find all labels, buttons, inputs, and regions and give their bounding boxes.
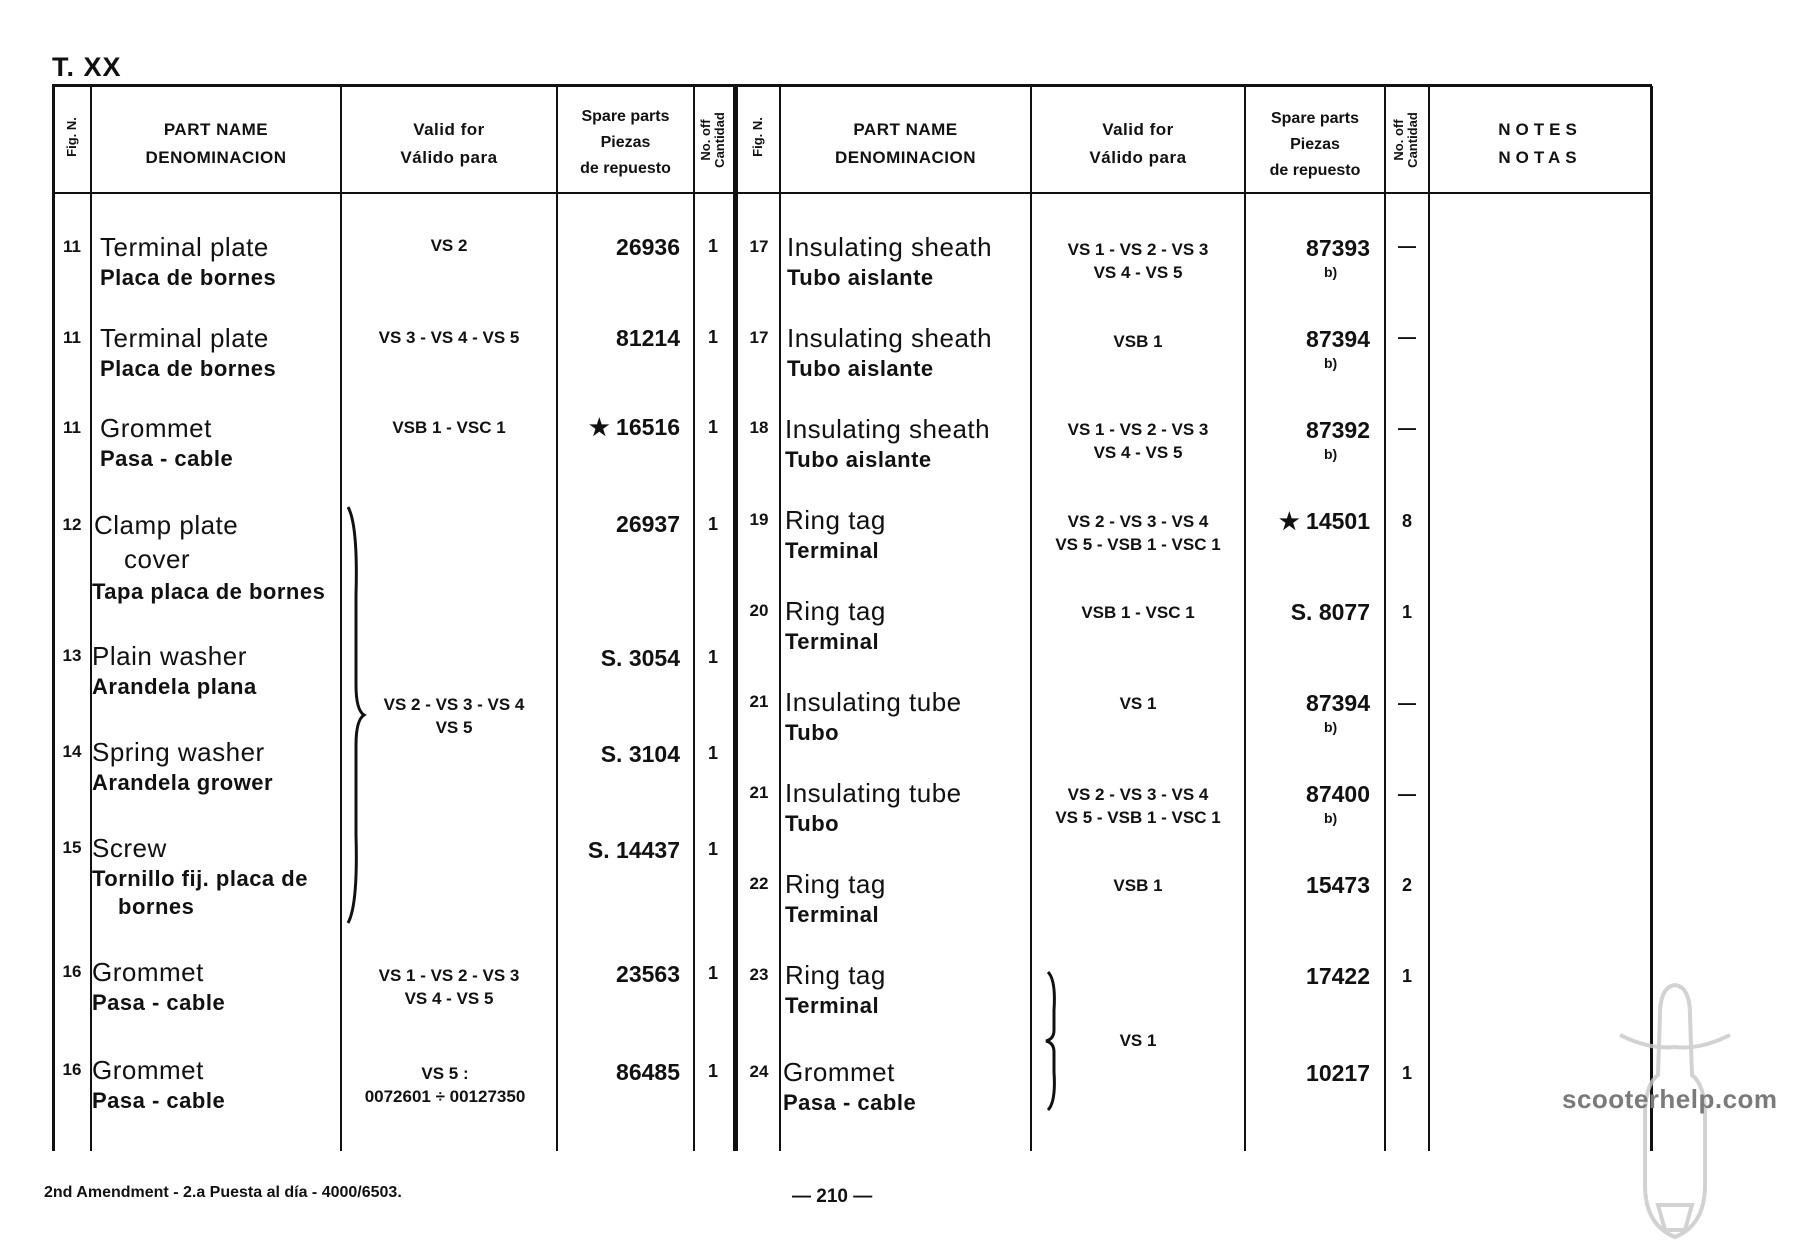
part-name: Spring washer [92,737,265,767]
part-name-es: Tubo aislante [787,265,934,290]
valid-for: VSB 1 - VSC 1 [392,418,506,437]
spare-part-code: 87400 [1306,781,1370,807]
part-name-es: Arandela grower [92,770,274,795]
quantity: 1 [1401,602,1412,622]
spare-part-code: ★ 14501 [1279,508,1370,534]
quantity: 1 [1401,1063,1412,1083]
part-name-es-cont: bornes [118,894,195,919]
spare-part-code: ★ 16516 [589,414,680,440]
spare-part-code: 26936 [616,234,680,260]
part-name: Insulating tube [785,778,962,808]
valid-for: VS 5 : 0072601 ÷ 00127350 [364,1064,526,1106]
spare-part-code: 87394 [1306,326,1370,352]
spare-part-code: 15473 [1306,872,1370,898]
fig-number: 16 [62,962,82,981]
header-spare-parts-right: Spare parts Piezas de repuesto [1269,110,1361,179]
part-name: Grommet [783,1057,895,1087]
part-name-es: Terminal [785,902,880,927]
header-bottom-rule [52,192,1652,194]
quantity: 1 [707,743,718,763]
part-name: Ring tag [785,505,886,535]
valid-for: VS 1 - VS 2 - VS 3 VS 4 - VS 5 [1067,420,1209,462]
header-notes: NOTES NOTAS [1498,120,1582,167]
valid-for: VS 3 - VS 4 - VS 5 [378,328,520,347]
spare-part-code: S. 3104 [600,741,680,767]
spare-part-code: 86485 [616,1059,680,1085]
part-name: Insulating sheath [787,323,993,353]
header-valid-for-right: Valid for Válido para [1089,120,1187,167]
valid-for: VS 2 [430,236,468,255]
part-name-es: Terminal [785,993,880,1018]
code-note: b) [1324,719,1338,735]
fig-number: 11 [63,418,81,437]
part-name: Plain washer [92,641,247,671]
part-name-es: Tornillo fij. placa de [92,866,308,891]
valid-for: VSB 1 [1113,332,1163,351]
fig-number: 22 [749,874,769,893]
spare-part-code: 23563 [616,961,680,987]
part-name: Insulating tube [785,687,962,717]
quantity: 1 [707,327,718,347]
fig-number: 18 [749,418,769,437]
part-name-es: Pasa - cable [92,990,226,1015]
quantity: 1 [707,514,718,534]
fig-number: 11 [63,237,81,256]
code-note: b) [1324,446,1338,462]
fig-number: 23 [749,965,769,984]
fig-number: 20 [749,601,769,620]
header-valid-for: Valid for Válido para [400,120,498,167]
fig-number: 15 [62,838,82,857]
fig-number: 11 [63,328,81,347]
part-name: Screw [92,833,167,863]
quantity: — [1398,418,1416,438]
part-name-es: Placa de bornes [100,265,277,290]
valid-for: VSB 1 - VSC 1 [1081,603,1195,622]
valid-for: VS 1 - VS 2 - VS 3 VS 4 - VS 5 [1067,240,1209,282]
part-name: Grommet [100,413,212,443]
fig-number: 19 [749,510,769,529]
spare-part-code: 81214 [616,325,680,351]
part-name-es: Arandela plana [92,674,257,699]
spare-part-code: S. 14437 [587,837,680,863]
fig-number: 14 [62,742,82,761]
spare-part-code: 17422 [1306,963,1370,989]
fig-number: 17 [749,328,769,347]
valid-for: VS 2 - VS 3 - VS 4 VS 5 - VSB 1 - VSC 1 [1055,785,1221,827]
part-name: Insulating sheath [785,414,991,444]
quantity: — [1398,327,1416,347]
part-name-es: Placa de bornes [100,356,277,381]
quantity: 1 [707,839,718,859]
part-name: Ring tag [785,869,886,899]
quantity: — [1398,784,1416,804]
part-name-es: Terminal [785,538,880,563]
part-name: Ring tag [785,596,886,626]
spare-part-code: 26937 [616,511,680,537]
part-name-es: Pasa - cable [783,1090,917,1115]
part-name: Grommet [92,1055,204,1085]
header-part-name: PART NAME DENOMINACION [145,120,287,167]
part-name-es: Pasa - cable [92,1088,226,1113]
part-name-es: Tubo [785,720,840,745]
part-name: Terminal plate [100,323,269,353]
code-note: b) [1324,355,1338,371]
part-name-cont: cover [124,544,191,574]
part-name-es: Pasa - cable [100,446,234,471]
code-note: b) [1324,810,1338,826]
spare-part-code: 10217 [1306,1060,1370,1086]
quantity: — [1398,236,1416,256]
part-name: Ring tag [785,960,886,990]
spare-part-code: 87393 [1306,235,1370,261]
part-name-es: Tubo [785,811,840,836]
table-top-rule [52,84,1652,87]
quantity: 8 [1401,511,1412,531]
footer-amendment: 2nd Amendment - 2.a Puesta al día - 4000/6503. [44,1184,402,1201]
part-name-es: Terminal [785,629,880,654]
part-name: Clamp plate [94,510,239,540]
spare-part-code: 87394 [1306,690,1370,716]
quantity: 1 [707,1061,718,1081]
center-divider [733,86,738,1151]
valid-for: VS 1 [1119,694,1157,713]
spare-part-code: 87392 [1306,417,1370,443]
header-no-off-right: No. off Cantidad [1391,112,1420,168]
fig-number: 21 [749,692,769,711]
code-note: b) [1324,264,1338,280]
quantity: 1 [707,647,718,667]
quantity: 1 [707,236,718,256]
fig-number: 17 [749,237,769,256]
header-fig-n-right: Fig. N. [750,117,765,157]
header-no-off: No. off Cantidad [698,112,727,168]
part-name: Insulating sheath [787,232,993,262]
quantity: 1 [707,963,718,983]
part-name-es: Tapa placa de bornes [92,579,326,604]
valid-for: VSB 1 [1113,876,1163,895]
quantity: 2 [1401,875,1412,895]
part-name: Grommet [92,957,204,987]
quantity: — [1398,693,1416,713]
valid-for: VS 2 - VS 3 - VS 4 VS 5 - VSB 1 - VSC 1 [1055,512,1221,554]
header-fig-n: Fig. N. [64,117,79,157]
fig-number: 16 [62,1060,82,1079]
fig-number: 12 [62,515,82,534]
valid-for: VS 1 - VS 2 - VS 3 VS 4 - VS 5 [378,966,520,1008]
group-valid-for: VS 1 [1119,1031,1157,1050]
part-name-es: Tubo aislante [787,356,934,381]
header-spare-parts: Spare parts Piezas de repuesto [580,108,671,177]
spare-part-code: S. 8077 [1290,599,1370,625]
fig-number: 13 [62,646,82,665]
page-number: — 210 — [792,1186,873,1207]
fig-number: 21 [749,783,769,802]
part-name-es: Tubo aislante [785,447,932,472]
group-valid-for: VS 2 - VS 3 - VS 4 VS 5 [383,695,525,737]
table-label: T. XX [52,52,122,82]
spare-part-code: S. 3054 [600,645,680,671]
watermark-text: scooterhelp.com [1562,1084,1778,1114]
quantity: 1 [1401,966,1412,986]
fig-number: 24 [749,1062,769,1081]
header-part-name-right: PART NAME DENOMINACION [834,120,977,167]
part-name: Terminal plate [100,232,269,262]
quantity: 1 [707,417,718,437]
